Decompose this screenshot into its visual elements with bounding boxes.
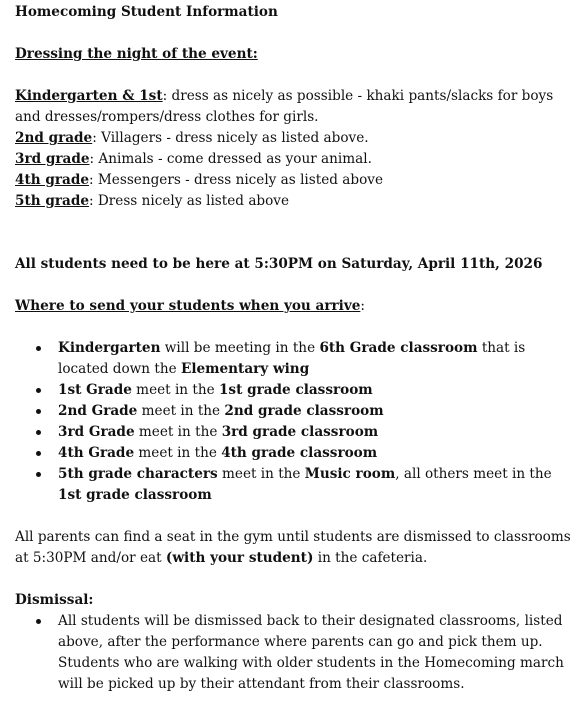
where-item-bold-text: 1st grade classroom <box>58 487 212 503</box>
dress-item-label: Kindergarten & 1st <box>15 88 163 104</box>
where-item-bold-text: 3rd Grade <box>58 424 135 440</box>
where-item <box>58 380 575 401</box>
dress-heading <box>15 44 575 65</box>
where-item-text: meet in the <box>134 445 222 461</box>
where-item-bold-text: 1st grade classroom <box>218 382 373 398</box>
dress-list <box>15 86 575 212</box>
where-item-bold-text: Kindergarten <box>58 340 161 356</box>
where-heading <box>15 296 575 317</box>
where-item <box>58 338 575 380</box>
where-item-text: meet in the <box>134 424 222 440</box>
dress-item <box>15 149 575 170</box>
dress-item-label: 4th grade <box>15 172 89 188</box>
where-item-bold-text: 4th Grade <box>58 445 135 461</box>
dress-item <box>15 170 575 191</box>
dress-item-text: : Villagers - dress nicely as listed above. <box>92 130 369 146</box>
arrival-notice: All students need to be here at 5:30PM on Saturday, April 11th, 2026 <box>15 256 543 272</box>
where-item-bold-text: 6th Grade classroom <box>319 340 478 356</box>
parents-note-before: All parents can find a seat in the gym until students are dismissed to classrooms at 5:30PM and/or eat <box>15 529 571 566</box>
where-list <box>15 338 575 506</box>
where-item-text: meet in the <box>137 403 225 419</box>
document-page <box>15 2 575 695</box>
where-item-text: will be meeting in the <box>160 340 320 356</box>
where-item <box>58 443 575 464</box>
parents-note <box>15 527 575 569</box>
where-item <box>58 464 575 506</box>
where-item-bold-text: 5th grade characters <box>58 466 218 482</box>
dress-item <box>15 191 575 212</box>
dress-heading-text: Dressing the night of the event: <box>15 46 258 62</box>
dress-item-text: : Dress nicely as listed above <box>88 193 290 209</box>
where-item-bold-text: 1st Grade <box>58 382 132 398</box>
where-item-bold-text: 2nd Grade <box>58 403 138 419</box>
where-item-bold-text: Elementary wing <box>180 361 310 377</box>
dress-item-label: 2nd grade <box>15 130 93 146</box>
document-title: Homecoming Student Information <box>15 4 278 20</box>
where-heading-colon: : <box>360 298 365 314</box>
where-item-text: meet in the <box>217 466 305 482</box>
where-heading-text: Where to send your students when you arrive <box>15 298 361 314</box>
dismissal-list <box>15 611 575 695</box>
dress-item-label: 3rd grade <box>15 151 90 167</box>
where-item <box>58 422 575 443</box>
parents-note-after: in the cafeteria. <box>313 550 428 566</box>
dismissal-heading: Dismissal: <box>15 592 94 608</box>
where-item-bold-text: 3rd grade classroom <box>221 424 379 440</box>
parents-note-bold: (with your student) <box>165 550 314 566</box>
where-item-text: that is located down the <box>58 340 526 377</box>
where-item-bold-text: 2nd grade classroom <box>224 403 384 419</box>
dress-item-text: : Animals - come dressed as your animal. <box>89 151 372 167</box>
dress-item-label: 5th grade <box>15 193 89 209</box>
dress-item-text: : dress as nicely as possible - khaki pants/slacks for boys and dresses/rompers/dress clothes for girls. <box>15 88 554 125</box>
where-item <box>58 401 575 422</box>
dismissal-item: All students will be dismissed back to their designated classrooms, listed above, after the performance where parents can go and pick them up. Students who are walking with older students in the Homecoming march will be picked up by their attendant from their classrooms. <box>58 611 575 695</box>
where-item-bold-text: Music room <box>304 466 396 482</box>
dress-item-text: : Messengers - dress nicely as listed above <box>88 172 384 188</box>
dress-item <box>15 86 575 128</box>
where-item-bold-text: 4th grade classroom <box>221 445 378 461</box>
dress-item <box>15 128 575 149</box>
where-item-text: , all others meet in the <box>395 466 552 482</box>
where-item-text: meet in the <box>131 382 219 398</box>
